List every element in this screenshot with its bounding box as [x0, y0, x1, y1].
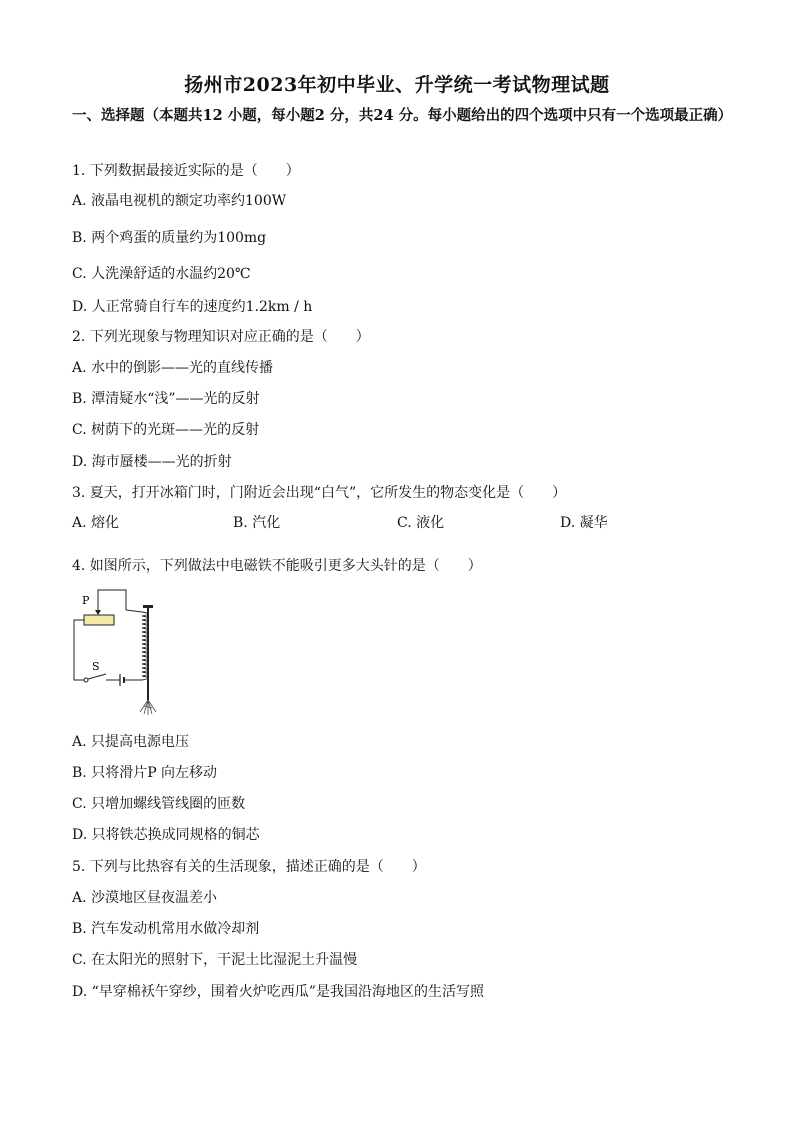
q5-option-b: B. 汽车发动机常用水做冷却剂	[72, 921, 260, 937]
switch-blade	[88, 674, 106, 679]
page-title: 扬州市2023年初中毕业、升学统一考试物理试题	[184, 74, 610, 96]
switch-pivot	[84, 678, 88, 682]
electromagnet-circuit-diagram	[70, 588, 170, 718]
q3-option-c: C. 液化	[397, 515, 445, 531]
q2-option-c: C. 树荫下的光斑——光的反射	[72, 422, 260, 438]
q2-option-d: D. 海市蜃楼——光的折射	[72, 454, 232, 470]
q3-option-b: B. 汽化	[233, 515, 281, 531]
q4-option-c: C. 只增加螺线管线圈的匝数	[72, 796, 246, 812]
q3-option-a: A. 熔化	[72, 515, 120, 531]
q5-option-c: C. 在太阳光的照射下，干泥土比湿泥土升温慢	[72, 952, 358, 968]
q2-option-a: A. 水中的倒影——光的直线传播	[72, 360, 274, 376]
coil-top-wire	[126, 610, 142, 612]
rheostat	[84, 615, 114, 625]
q2-stem: 2. 下列光现象与物理知识对应正确的是（ ）	[72, 329, 370, 345]
q4-stem: 4. 如图所示，下列做法中电磁铁不能吸引更多大头针的是（ ）	[72, 558, 482, 574]
q1-option-b: B. 两个鸡蛋的质量约为100mg	[72, 230, 267, 246]
q1-option-d: D. 人正常骑自行车的速度约1.2km / h	[72, 299, 313, 315]
slider-arrow-head	[95, 610, 101, 615]
q4-option-d: D. 只将铁芯换成同规格的铜芯	[72, 827, 260, 843]
q3-option-d: D. 凝华	[560, 515, 608, 531]
section-heading: 一、选择题（本题共12 小题，每小题2 分，共24 分。每小题给出的四个选项中只有一个选项最正确）	[72, 107, 733, 124]
q5-stem: 5. 下列与比热容有关的生活现象，描述正确的是（ ）	[72, 859, 426, 875]
pins	[140, 700, 156, 715]
left-wire	[74, 620, 84, 680]
q5-option-a: A. 沙漠地区昼夜温差小	[72, 890, 218, 906]
label-s: S	[92, 660, 100, 673]
label-p: P	[82, 594, 90, 607]
q1-option-a: A. 液晶电视机的额定功率约100W	[72, 193, 287, 209]
q5-option-d: D. “早穿棉袄午穿纱，围着火炉吃西瓜”是我国沿海地区的生活写照	[72, 984, 484, 1000]
q1-stem: 1. 下列数据最接近实际的是（ ）	[72, 163, 300, 179]
q2-option-b: B. 潭清疑水“浅”——光的反射	[72, 391, 260, 407]
nail-head	[143, 605, 153, 608]
q4-option-b: B. 只将滑片P 向左移动	[72, 765, 218, 781]
slider-wire	[98, 590, 126, 614]
q3-stem: 3. 夏天，打开冰箱门时，门附近会出现“白气”，它所发生的物态变化是（ ）	[72, 485, 567, 501]
q3-options	[72, 512, 732, 532]
q1-option-c: C. 人洗澡舒适的水温约20℃	[72, 266, 251, 282]
q4-option-a: A. 只提高电源电压	[72, 734, 190, 750]
